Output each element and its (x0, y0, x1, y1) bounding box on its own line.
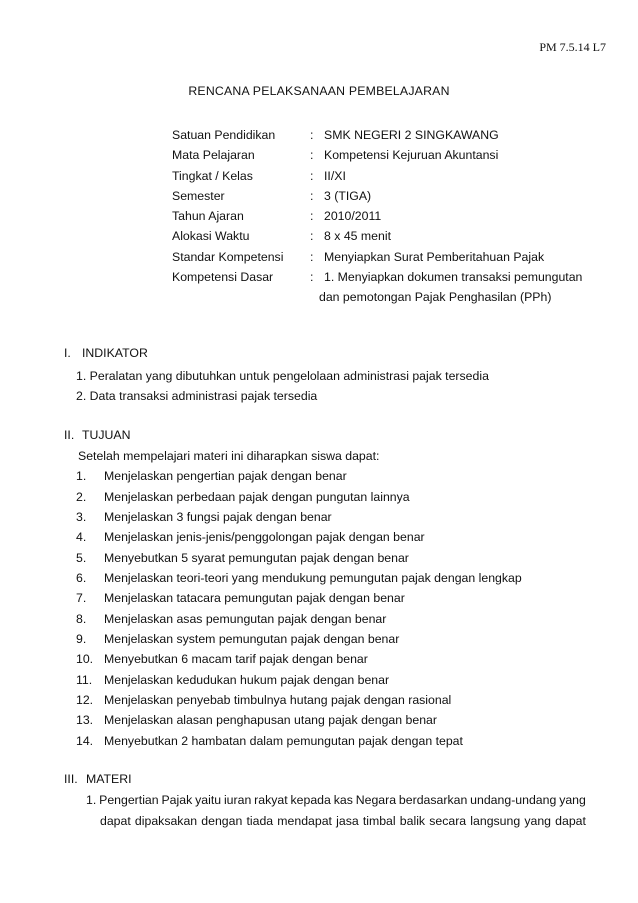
info-label: Tahun Ajaran (172, 209, 244, 224)
info-colon: : (310, 229, 314, 244)
info-value: 8 x 45 menit (324, 229, 391, 244)
document-code: PM 7.5.14 L7 (539, 40, 606, 54)
info-label: Kompetensi Dasar (172, 270, 274, 285)
section-tujuan (64, 428, 522, 751)
info-value: Kompetensi Kejuruan Akuntansi (324, 148, 499, 163)
section-heading (64, 346, 489, 360)
info-colon: : (310, 148, 314, 163)
info-value-continuation: dan pemotongan Pajak Penghasilan (PPh) (319, 290, 552, 305)
section-heading (64, 428, 522, 442)
info-value: 3 (TIGA) (324, 188, 372, 203)
section-heading (64, 772, 586, 786)
list-item: 12. Menjelaskan penyebab timbulnya hutang pajak dengan rasional (76, 693, 452, 708)
info-label: Alokasi Waktu (172, 229, 250, 244)
section-materi (64, 772, 586, 832)
list-item: 1. Menjelaskan pengertian pajak dengan benar (76, 469, 347, 484)
list-item: 7. Menjelaskan tatacara pemungutan pajak dengan benar (76, 591, 405, 606)
info-value: SMK NEGERI 2 SINGKAWANG (324, 128, 499, 142)
section-number: I. (64, 346, 71, 360)
info-value: Menyiapkan Surat Pemberitahuan Pajak (324, 249, 545, 264)
section-number: III. (64, 772, 78, 786)
list-item: 9. Menjelaskan system pemungutan pajak dengan benar (76, 632, 400, 647)
list-item: 13. Menjelaskan alasan penghapusan utang pajak dengan benar (76, 713, 437, 728)
page-title: RENCANA PELAKSANAAN PEMBELAJARAN (188, 84, 450, 98)
list-item: 5. Menyebutkan 5 syarat pemungutan pajak dengan benar (76, 550, 409, 565)
list-item: 1. Peralatan yang dibutuhkan untuk pengelolaan administrasi pajak tersedia (76, 369, 489, 383)
section-title: INDIKATOR (82, 346, 148, 360)
list-item: 8. Menjelaskan asas pemungutan pajak dengan benar (76, 611, 387, 626)
info-colon: : (310, 188, 314, 203)
section-title: MATERI (86, 772, 132, 786)
info-value: II/XI (324, 168, 346, 183)
info-colon: : (310, 270, 314, 285)
intro-text: Setelah mempelajari materi ini diharapkan siswa dapat: (78, 449, 380, 463)
list-item: 2. Menjelaskan perbedaan pajak dengan pungutan lainnya (76, 489, 410, 504)
info-label: Mata Pelajaran (172, 148, 255, 163)
info-label: Semester (172, 188, 225, 203)
info-colon: : (310, 209, 314, 224)
list-item: 2. Data transaksi administrasi pajak tersedia (76, 389, 318, 404)
list-item: 3. Menjelaskan 3 fungsi pajak dengan benar (76, 510, 332, 525)
info-colon: : (310, 249, 314, 264)
info-label: Tingkat / Kelas (172, 168, 253, 183)
info-label: Satuan Pendidikan (172, 128, 276, 142)
materi-paragraph (86, 790, 586, 832)
list-item: 14. Menyebutkan 2 hambatan dalam pemungutan pajak dengan tepat (76, 733, 463, 748)
section-indikator (64, 346, 489, 407)
info-colon: : (310, 168, 314, 183)
info-value: 2010/2011 (324, 209, 382, 224)
info-label: Standar Kompetensi (172, 249, 284, 264)
paragraph-line: 1. Pengertian Pajak yaitu iuran rakyat kepada kas Negara berdasarkan undang-undang yang (86, 793, 586, 807)
list-item: 4. Menjelaskan jenis-jenis/penggolongan pajak dengan benar (76, 530, 425, 545)
list-item: 11. Menjelaskan kedudukan hukum pajak dengan benar (76, 672, 390, 687)
list-item: 10. Menyebutkan 6 macam tarif pajak dengan benar (76, 652, 368, 667)
info-colon: : (310, 128, 314, 142)
info-value: 1. Menyiapkan dokumen transaksi pemungutan (324, 270, 583, 285)
section-title: TUJUAN (82, 428, 131, 442)
section-number: II. (64, 428, 75, 442)
paragraph-line: dapat dipaksakan dengan tiada mendapat jasa timbal balik secara langsung yang dapat (100, 814, 586, 828)
list-item: 6. Menjelaskan teori-teori yang mendukung pemungutan pajak dengan lengkap (76, 571, 522, 586)
